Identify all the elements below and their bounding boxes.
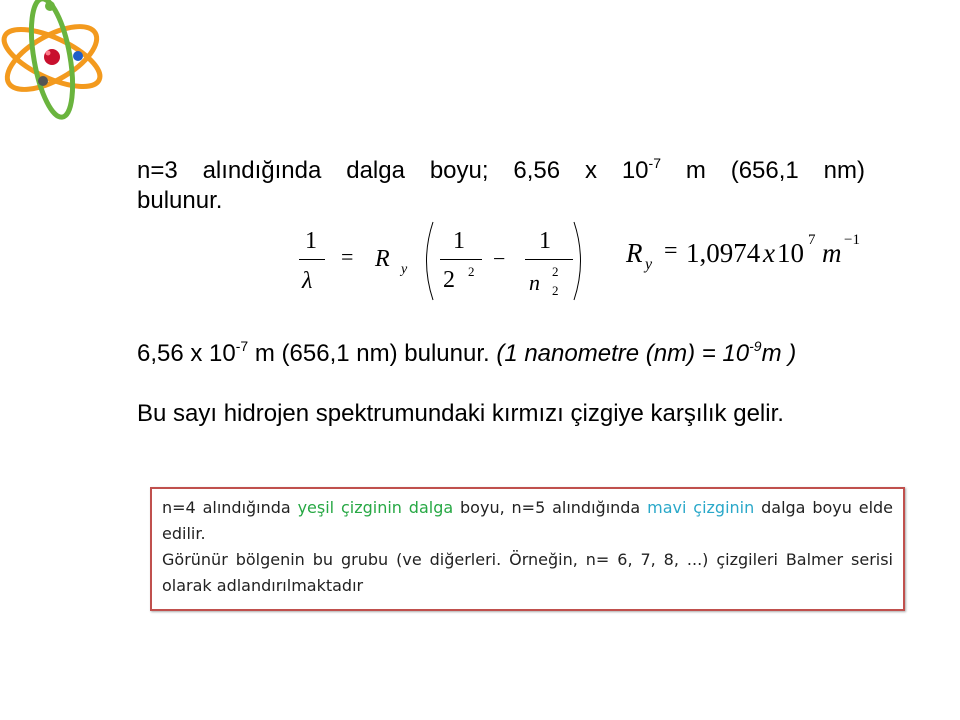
intro-line-1	[137, 156, 865, 186]
result-paragraph: 6,56 x $10^{-7}$ m (656,1 nm) bulunur. (1 nanometre $(nm) = 10^{-9}m$ )	[137, 338, 797, 367]
text-unit-m: m	[685, 157, 706, 184]
text-power: $10^{-7}$	[621, 155, 661, 184]
text-n3: n=3	[137, 157, 178, 184]
text-dalga: dalga	[346, 157, 405, 184]
note-line-2: Görünür bölgenin bu grubu (ve diğerleri. Örneğin, n= 6, 7, 8, ...) çizgileri Balmer serisi olarak adlandırılmaktadır	[162, 550, 893, 595]
conclusion-paragraph: Bu sayı hidrojen spektrumundaki kırmızı çizgiye karşılık gelir.	[137, 400, 784, 427]
text-alindiginda: alındığında	[202, 157, 322, 184]
rydberg-constant: R y = 1,0974 x 10 7 m −1	[626, 232, 860, 273]
text-656: (656,1	[730, 157, 799, 184]
text-value: 6,56	[513, 157, 561, 184]
nanometre-note: (1 nanometre $(nm) = 10^{-9}m$ )	[496, 338, 797, 367]
text-boyu: boyu;	[429, 157, 489, 184]
note-line-1: n=4 alındığında yeşil çizginin dalga boyu, n=5 alındığında mavi çizginin dalga boyu elde edilir.	[162, 498, 894, 543]
text-nm: nm)	[823, 157, 865, 184]
atom-logo-icon	[0, 0, 110, 122]
text-times: x	[584, 157, 597, 184]
rydberg-formula: 1 λ = R y 1 2 2 − 1 n 2 2	[285, 220, 605, 310]
green-line-text: yeşil çizginin dalga	[297, 498, 454, 517]
intro-paragraph	[137, 156, 865, 216]
intro-line-2: bulunur.	[137, 187, 223, 214]
balmer-note-box	[150, 487, 905, 611]
blue-line-text: mavi çizginin	[647, 498, 755, 517]
